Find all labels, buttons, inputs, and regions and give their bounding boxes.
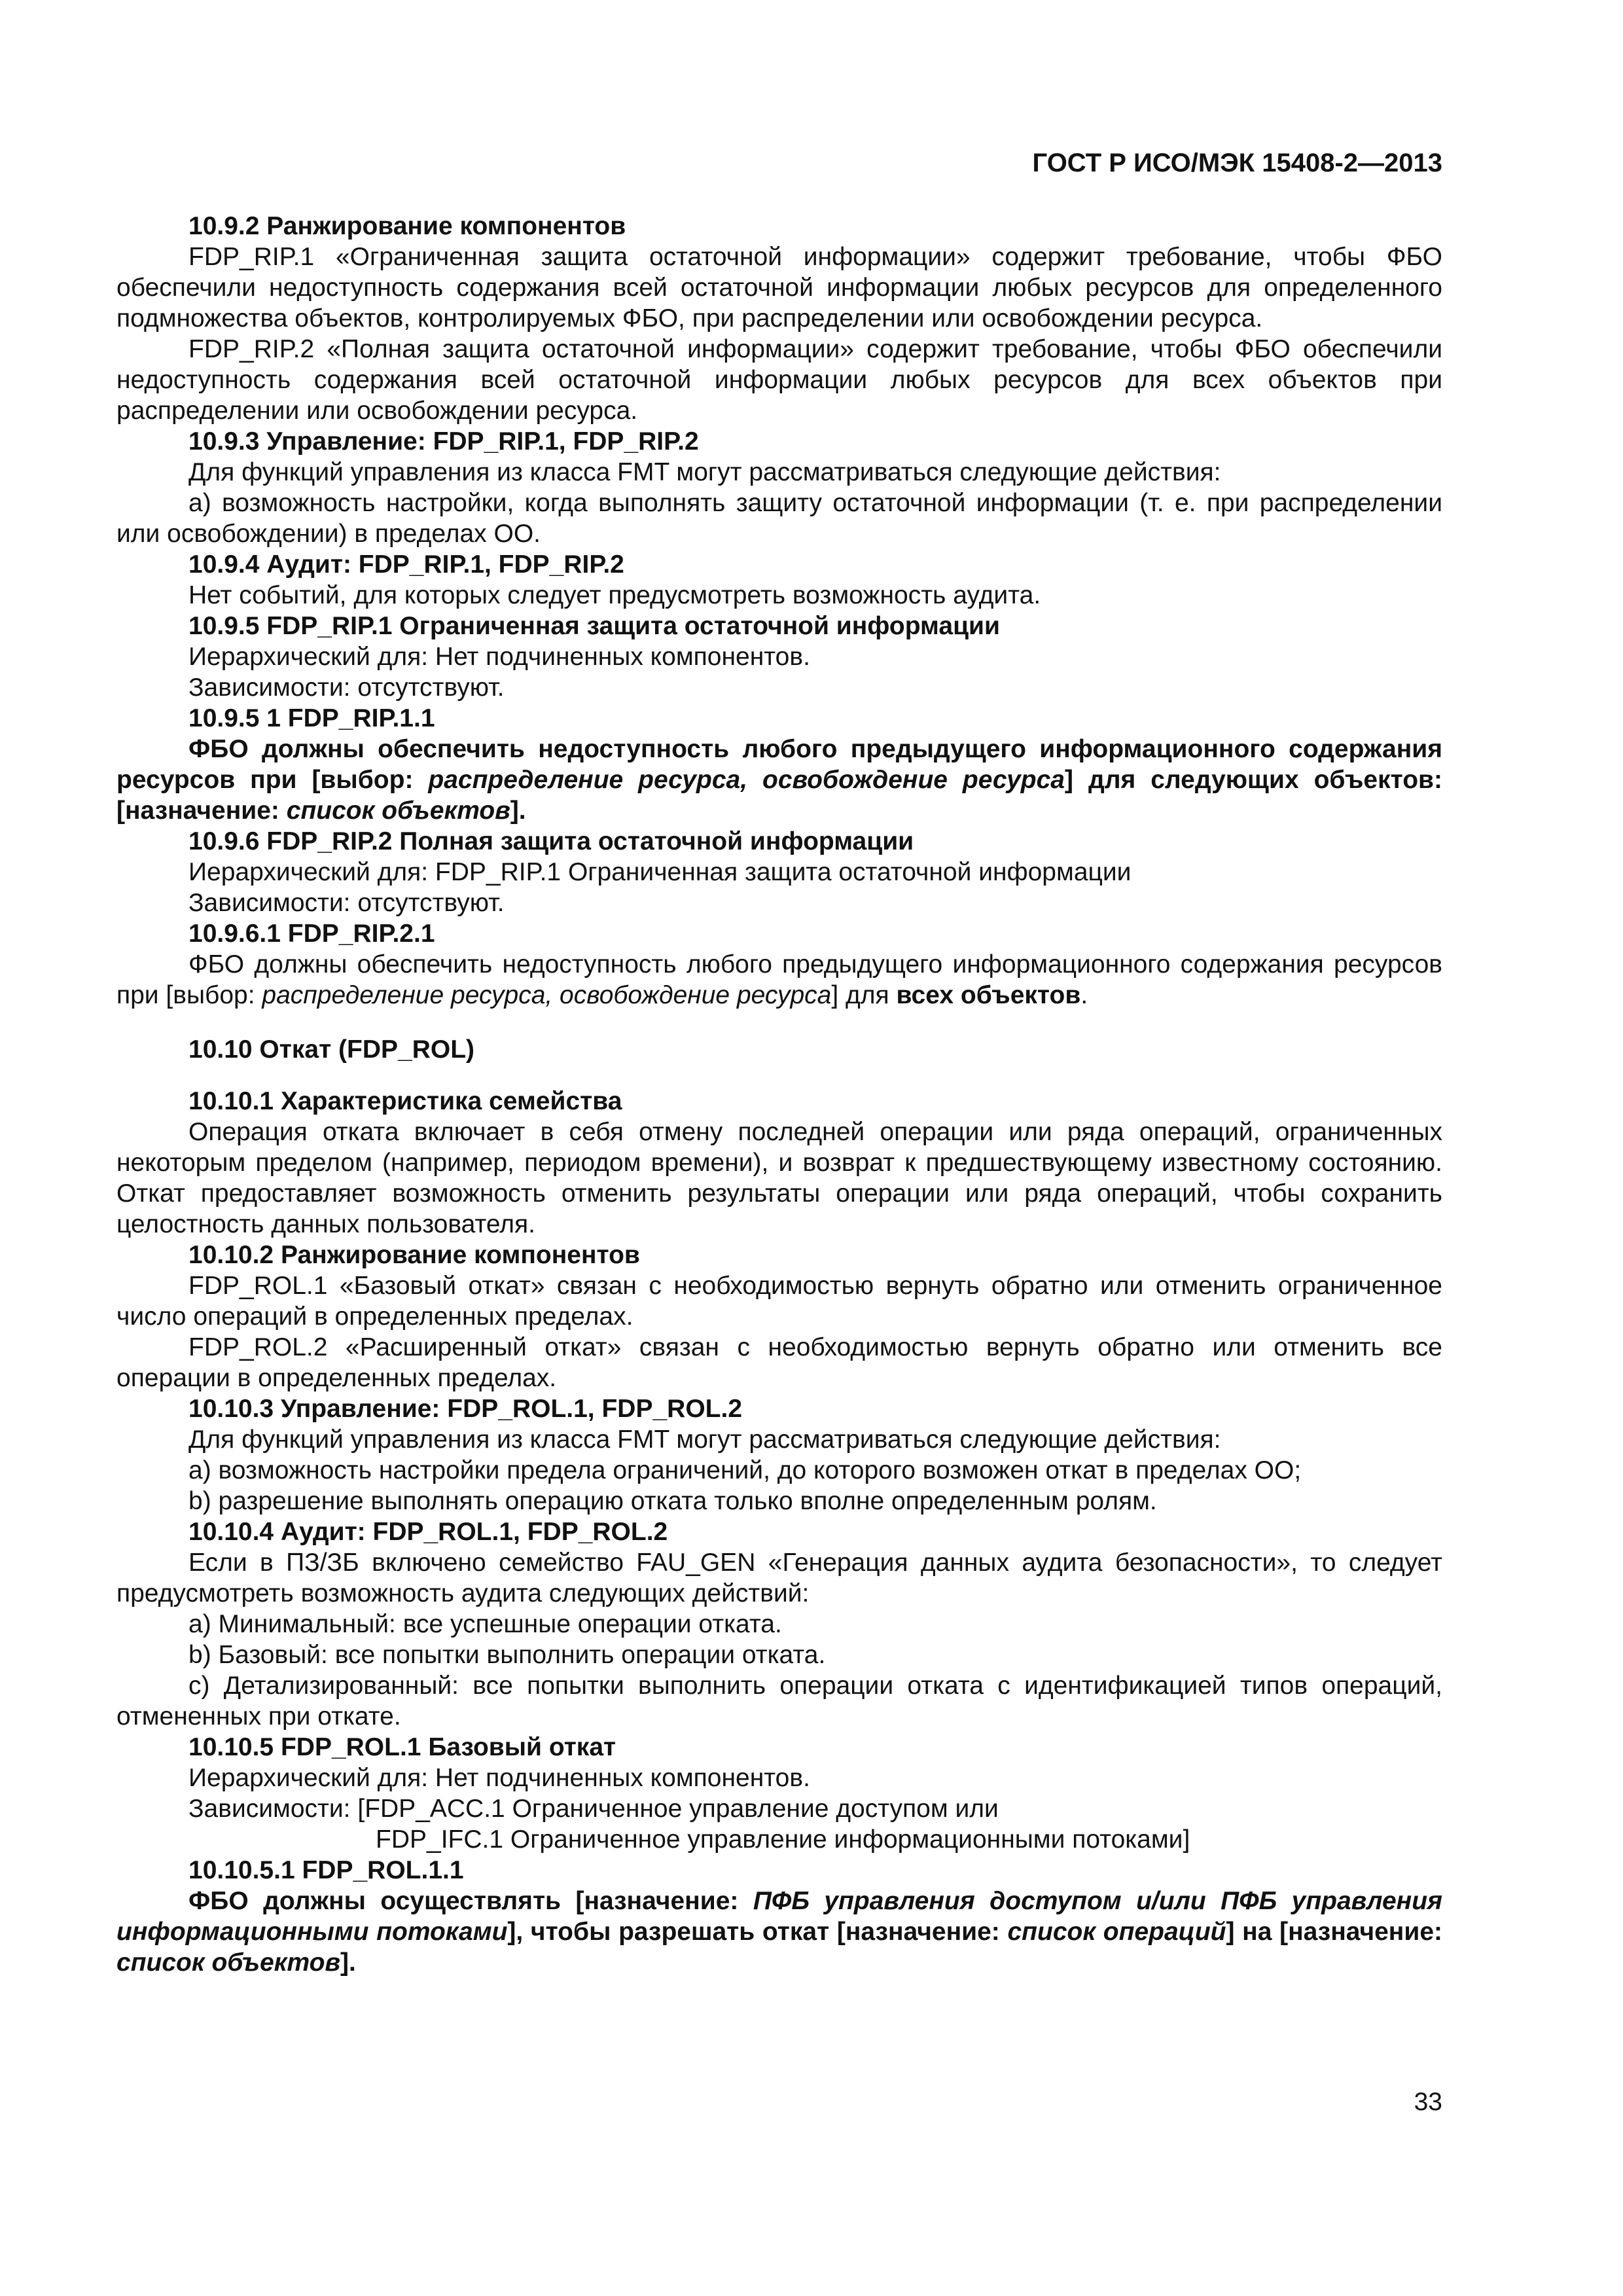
heading-10-10-2: 10.10.2 Ранжирование компонентов <box>188 1241 640 1269</box>
dependencies-line: Зависимости: отсутствуют. <box>188 673 505 702</box>
text-run: . <box>1080 981 1088 1009</box>
heading-10-10-5-1: 10.10.5.1 FDP_ROL.1.1 <box>188 1856 464 1884</box>
text-run: ФБО должны осуществлять [назначение: <box>188 1887 753 1915</box>
paragraph: FDP_RIP.2 «Полная защита остаточной информации» содержит требование, чтобы ФБО обеспечили недоступность содержания всей остаточной информации любых ресурсов для всех объектов при распределении или освобождении ресурса. <box>116 335 1442 425</box>
heading-10-10-5: 10.10.5 FDP_ROL.1 Базовый откат <box>188 1733 616 1761</box>
text-run-italic: список объектов <box>286 797 510 825</box>
text-run: ], чтобы разрешать откат [назначение: <box>507 1918 1008 1946</box>
page-content <box>116 211 1442 1978</box>
paragraph: Для функций управления из класса FMT могут рассматриваться следующие действия: <box>188 458 1221 486</box>
text-run: ]. <box>340 1948 356 1977</box>
requirement-text <box>116 949 1442 1011</box>
dependencies-line: Зависимости: отсутствуют. <box>188 889 505 917</box>
text-run-italic: список объектов <box>116 1948 341 1977</box>
dependencies-line <box>116 1793 1442 1824</box>
text-run-italic: распределение ресурса, освобождение ресурса <box>262 981 832 1009</box>
heading-10-9-5: 10.9.5 FDP_RIP.1 Ограниченная защита остаточной информации <box>188 612 1001 640</box>
heading-10-9-4: 10.9.4 Аудит: FDP_RIP.1, FDP_RIP.2 <box>188 550 624 579</box>
paragraph: FDP_ROL.2 «Расширенный откат» связан с необходимостью вернуть обратно или отменить все операции в определенных пределах. <box>116 1333 1442 1392</box>
section-heading-10-10: 10.10 Откат (FDP_ROL) <box>188 1035 474 1064</box>
paragraph: Если в ПЗ/ЗБ включено семейство FAU_GEN «Генерация данных аудита безопасности», то следует предусмотреть возможность аудита следующих действий: <box>116 1549 1442 1607</box>
paragraph: Нет событий, для которых следует предусмотреть возможность аудита. <box>188 581 1041 609</box>
text-run: ] для <box>831 981 897 1009</box>
dependency-item: FDP_IFC.1 Ограниченное управление информационными потоками] <box>376 1825 1190 1854</box>
list-item: b) Базовый: все попытки выполнить операции отката. <box>188 1641 826 1669</box>
list-item: а) возможность настройки предела ограничений, до которого возможен откат в пределах ОО; <box>188 1456 1302 1484</box>
hierarchy-line: Иерархический для: FDP_RIP.1 Ограниченная защита остаточной информации <box>188 858 1132 886</box>
heading-10-9-3: 10.9.3 Управление: FDP_RIP.1, FDP_RIP.2 <box>188 427 699 456</box>
heading-10-10-4: 10.10.4 Аудит: FDP_ROL.1, FDP_ROL.2 <box>188 1518 668 1546</box>
hierarchy-line: Иерархический для: Нет подчиненных компонентов. <box>188 1764 810 1792</box>
text-run: ] для следующих объектов: [назначение: <box>116 766 1442 825</box>
requirement-text <box>116 734 1442 826</box>
heading-10-10-1: 10.10.1 Характеристика семейства <box>188 1087 622 1115</box>
text-run-bold: всех объектов <box>896 981 1081 1009</box>
list-item: а) возможность настройки, когда выполнять защиту остаточной информации (т. е. при распределении или освобождении) в пределах ОО. <box>116 489 1442 548</box>
text-run: ФБО должны обеспечить недоступность любого предыдущего информационного содержания ресурсов при [выбор: <box>116 950 1442 1009</box>
paragraph: Операция отката включает в себя отмену последней операции или ряда операций, ограниченных некоторым пределом (например, периодом времени), и возврат к предшествующему известному состоянию. Откат предоставляет возможность отменить результаты операции или ряда операций, чтобы сохранить целостность данных пользователя. <box>116 1118 1442 1238</box>
heading-10-9-6-1: 10.9.6.1 FDP_RIP.2.1 <box>188 920 435 948</box>
text-run: ] на [назначение: <box>1226 1918 1443 1946</box>
list-item: а) Минимальный: все успешные операции отката. <box>188 1610 782 1638</box>
dependencies-label: Зависимости: <box>188 1795 358 1823</box>
dependency-item: [FDP_ACC.1 Ограниченное управление доступом или <box>357 1795 999 1823</box>
document-header: ГОСТ Р ИСО/МЭК 15408-2—2013 <box>1032 149 1442 177</box>
list-item: b) разрешение выполнять операцию отката только вполне определенным ролям. <box>188 1487 1157 1515</box>
list-item: с) Детализированный: все попытки выполнить операции отката с идентификацией типов операций, отмененных при откате. <box>116 1672 1442 1731</box>
paragraph: FDP_ROL.1 «Базовый откат» связан с необходимостью вернуть обратно или отменить ограниченное число операций в определенных пределах. <box>116 1272 1442 1331</box>
paragraph: Для функций управления из класса FMT могут рассматриваться следующие действия: <box>188 1426 1221 1454</box>
heading-10-10-3: 10.10.3 Управление: FDP_ROL.1, FDP_ROL.2 <box>188 1395 743 1423</box>
text-run: ФБО должны обеспечить недоступность любого предыдущего информационного содержания ресурсов при [выбор: <box>116 735 1442 794</box>
heading-10-9-2: 10.9.2 Ранжирование компонентов <box>188 212 626 240</box>
text-run-italic: ПФБ управления доступом и/или ПФБ управления информационными потоками <box>116 1887 1442 1946</box>
hierarchy-line: Иерархический для: Нет подчиненных компонентов. <box>188 643 810 671</box>
text-run: ]. <box>510 797 526 825</box>
requirement-text <box>116 1886 1442 1978</box>
paragraph: FDP_RIP.1 «Ограниченная защита остаточной информации» содержит требование, чтобы ФБО обеспечили недоступность содержания всей остаточной информации любых ресурсов для определенного подмножества объектов, контролируемых ФБО, при распределении или освобождении ресурса. <box>116 243 1442 332</box>
heading-10-9-6: 10.9.6 FDP_RIP.2 Полная защита остаточной информации <box>188 827 914 855</box>
page-number: 33 <box>1414 2088 1442 2116</box>
text-run-italic: распределение ресурса, освобождение ресурса <box>428 766 1065 794</box>
heading-10-9-5-1: 10.9.5 1 FDP_RIP.1.1 <box>188 704 435 732</box>
text-run-italic: список операций <box>1007 1918 1226 1946</box>
document-page <box>116 0 1442 2296</box>
